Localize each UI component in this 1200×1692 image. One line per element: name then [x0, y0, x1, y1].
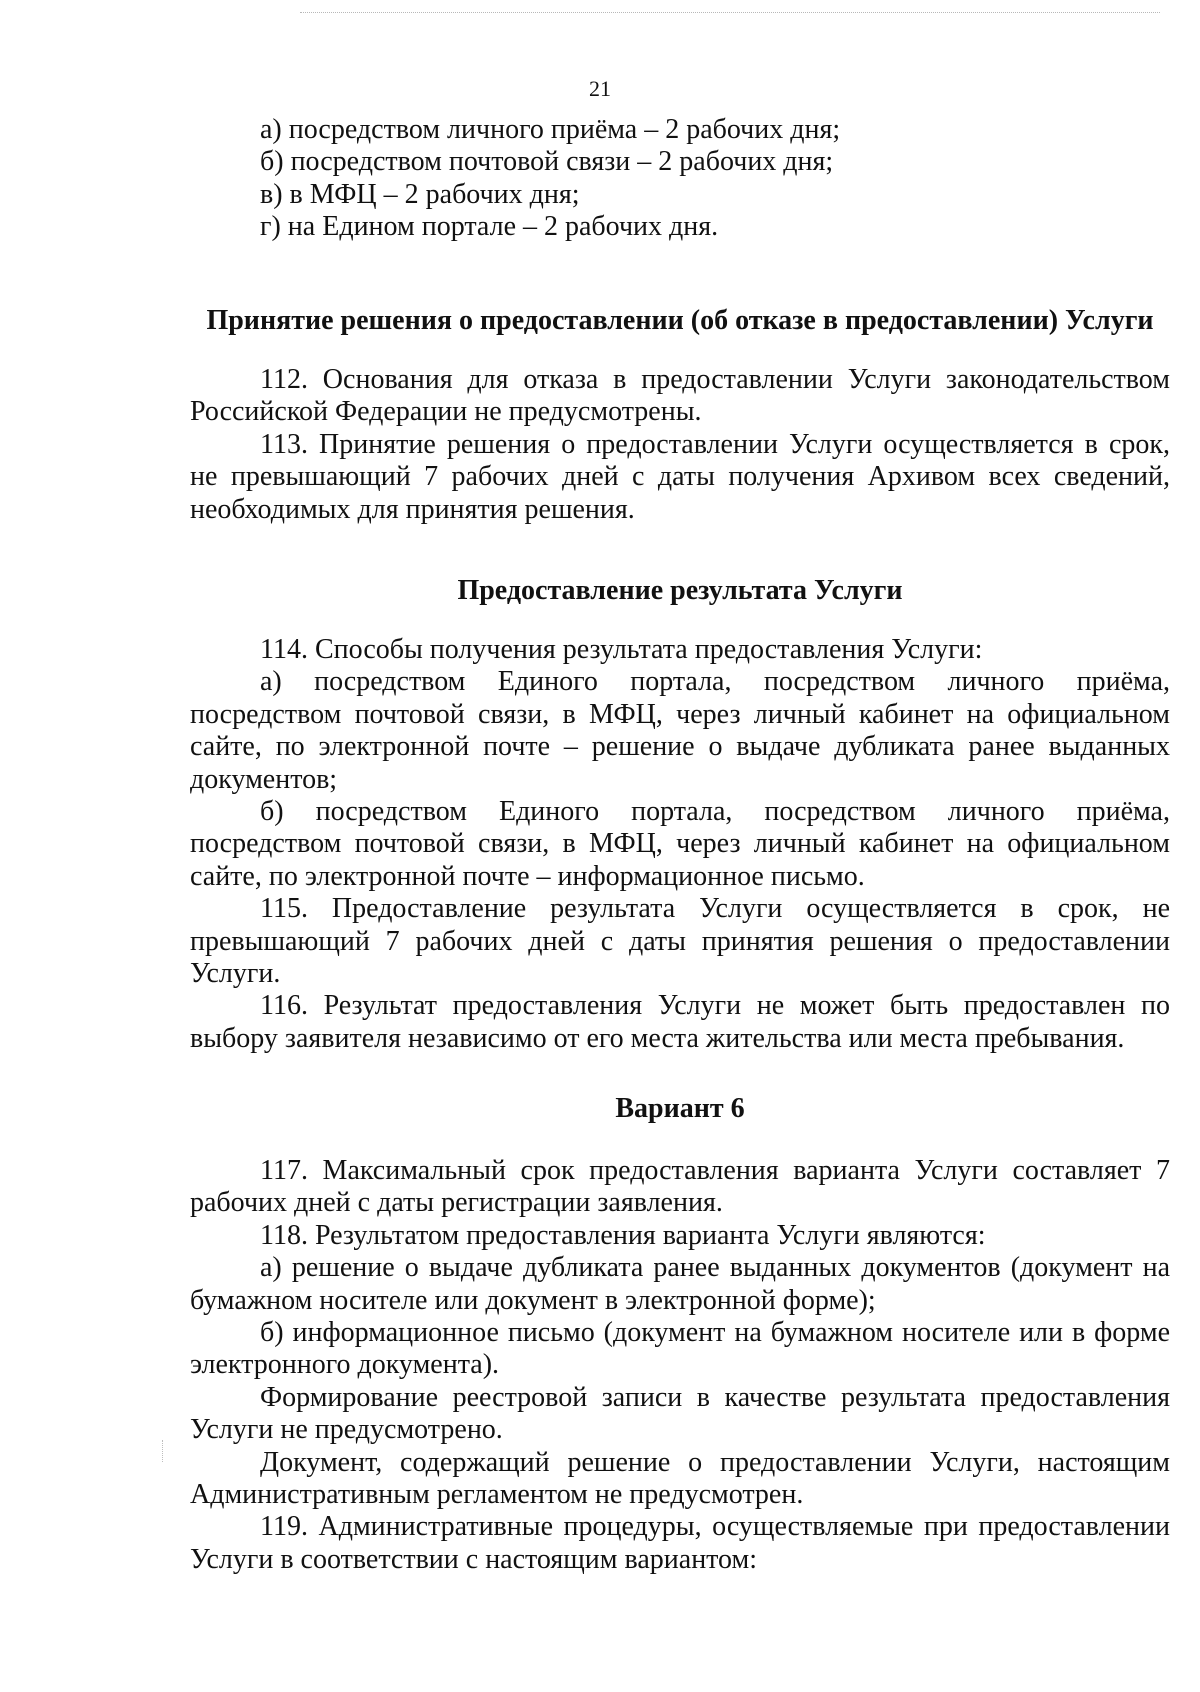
paragraph-118-a: а) решение о выдаче дубликата ранее выданных документов (документ на бумажном носителе или документ в электронной форме);: [190, 1252, 1170, 1316]
paragraph-112: 112. Основания для отказа в предоставлении Услуги законодательством Российской Федерации не предусмотрены.: [190, 364, 1170, 428]
list-item: а) посредством личного приёма – 2 рабочих дня;: [260, 114, 841, 145]
list-item: г) на Едином портале – 2 рабочих дня.: [260, 211, 719, 243]
paragraph-116: 116. Результат предоставления Услуги не может быть предоставлен по выбору заявителя независимо от его места жительства или места пребывания.: [190, 990, 1170, 1054]
paragraph-113: 113. Принятие решения о предоставлении Услуги осуществляется в срок, не превышающий 7 рабочих дней с даты получения Архивом всех сведений, необходимых для принятия решения.: [190, 428, 1170, 525]
paragraph-118: 118. Результатом предоставления варианта Услуги являются:: [260, 1219, 986, 1251]
paragraph-registry-record: Формирование реестровой записи в качестве результата предоставления Услуги не предусмотрено.: [190, 1381, 1170, 1446]
paragraph-115: 115. Предоставление результата Услуги осуществляется в срок, не превышающий 7 рабочих дней с даты принятия решения о предоставлении Услуги.: [190, 893, 1170, 990]
paragraph-114-a: а) посредством Единого портала, посредством личного приёма, посредством почтовой связи, в МФЦ, через личный кабинет на официальном сайте, по электронной почте – решение о выдаче дубликата ранее выданных документов;: [190, 666, 1170, 795]
section-decision-body: [190, 364, 1170, 526]
list-item: б) посредством почтовой связи – 2 рабочих дня;: [260, 146, 834, 178]
section-heading-decision: Принятие решения о предоставлении (об отказе в предоставлении) Услуги: [206, 305, 1154, 336]
paragraph-119: 119. Административные процедуры, осуществляемые при предоставлении Услуги в соответствии с настоящим вариантом:: [190, 1511, 1170, 1575]
list-item: в) в МФЦ – 2 рабочих дня;: [260, 178, 580, 210]
paragraph-117: 117. Максимальный срок предоставления варианта Услуги составляет 7 рабочих дней с даты регистрации заявления.: [190, 1155, 1170, 1219]
section-result-body: [190, 634, 1170, 1055]
paragraph-118-b: б) информационное письмо (документ на бумажном носителе или в форме электронного документа).: [190, 1317, 1170, 1381]
paragraph-114-b: б) посредством Единого портала, посредством личного приёма, посредством почтовой связи, в МФЦ, через личный кабинет на официальном сайте, по электронной почте – информационное письмо.: [190, 796, 1170, 892]
scan-artifact-top: [300, 12, 1160, 14]
delivery-terms-list: [190, 114, 1170, 244]
section-heading-result: Предоставление результата Услуги: [457, 575, 903, 606]
page-number: 21: [589, 76, 611, 101]
section-variant-6-body: [190, 1155, 1170, 1576]
paragraph-decision-document: Документ, содержащий решение о предоставлении Услуги, настоящим Административным регламентом не предусмотрен.: [190, 1446, 1170, 1511]
section-heading-variant-6: Вариант 6: [615, 1093, 745, 1124]
scan-artifact-margin: [162, 1440, 169, 1462]
paragraph-114: 114. Способы получения результата предоставления Услуги:: [260, 634, 983, 665]
